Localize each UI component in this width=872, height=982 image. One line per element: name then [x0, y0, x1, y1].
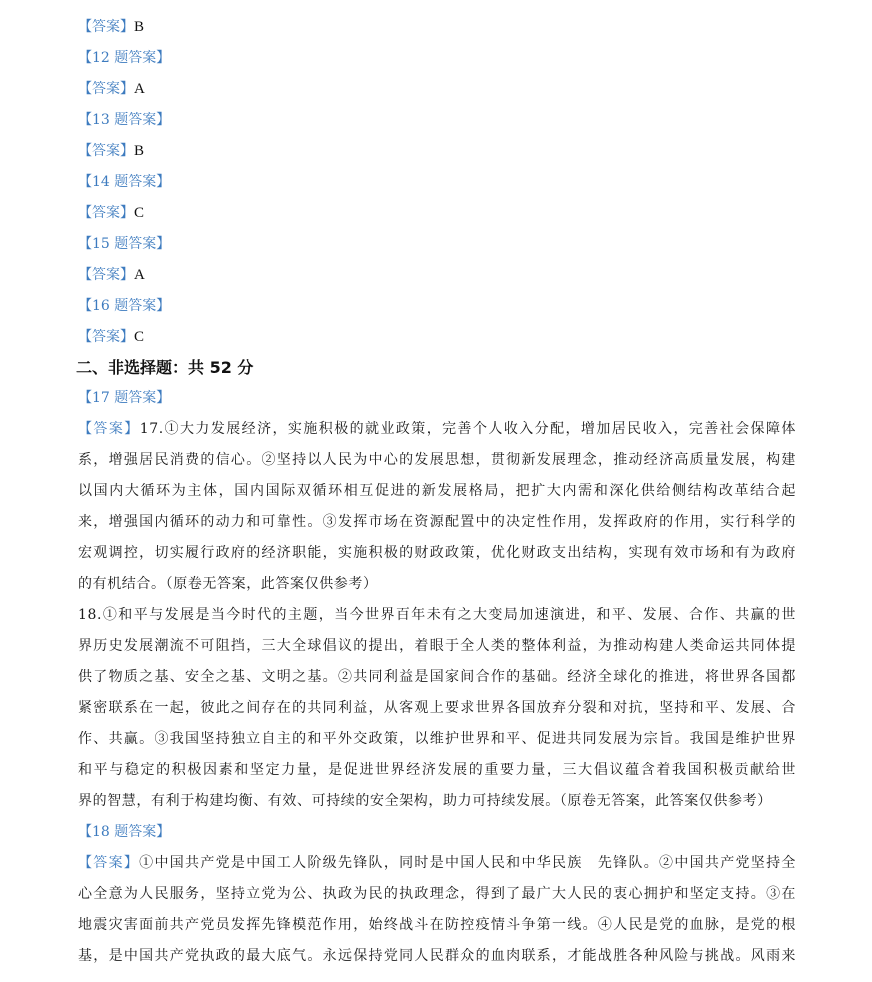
answer-value: A: [134, 81, 145, 97]
answer-tag: 【答案】: [78, 19, 134, 35]
paragraph-text: ①中国共产党是中国工人阶级先锋队，同时是中国人民和中华民族 先锋队。②中国共产党坚持全: [139, 855, 796, 871]
q17-answer-paragraph: [78, 414, 796, 600]
answer-tag: 【答案】: [78, 205, 134, 221]
question-header: [78, 105, 796, 136]
paragraph-line: 18.①和平与发展是当今时代的主题，当今世界百年未有之大变局加速演进，和平、发展、合作、共赢的世: [78, 607, 796, 623]
paragraph-line: 供了物质之基、安全之基、文明之基。②共同利益是国家间合作的基础。经济全球化的推进，将世界各国都: [78, 669, 796, 685]
answer-tag: 【答案】: [78, 421, 140, 437]
paragraph-text: 17.①大力发展经济，实施积极的就业政策，完善个人收入分配，增加居民收入，完善社会保障体: [139, 421, 796, 437]
question-header-label: 【13 题答案】: [78, 112, 171, 128]
answer-tag: 【答案】: [78, 81, 134, 97]
paragraph-line: [78, 414, 796, 445]
paragraph-line: 宏观调控，切实履行政府的经济职能，实施积极的财政政策，优化财政支出结构，实现有效市场和有为政府: [78, 545, 796, 561]
answer-value: B: [134, 143, 145, 159]
paragraph-line: [78, 848, 796, 879]
question-header: [78, 43, 796, 74]
answer-tag: 【答案】: [78, 143, 134, 159]
paragraph-line: 系，增强居民消费的信心。②坚持以人民为中心的发展思想，贯彻新发展理念，推动经济高质量发展，构建: [78, 452, 796, 468]
answer-tag: 【答案】: [78, 329, 134, 345]
question-header-label: 【18 题答案】: [78, 824, 171, 840]
answer-value: B: [134, 19, 145, 35]
question-header-label: 【12 题答案】: [78, 50, 171, 66]
answer-line: [78, 260, 796, 291]
answer-tag: 【答案】: [78, 855, 140, 871]
question-header-label: 【17 题答案】: [78, 390, 171, 406]
answer-value: C: [134, 205, 145, 221]
paragraph-line: 的有机结合。（原卷无答案，此答案仅供参考）: [78, 576, 378, 592]
section-heading: 二、非选择题：共 52 分: [76, 358, 254, 377]
paragraph-line: 来，增强国内循环的动力和可靠性。③发挥市场在资源配置中的决定性作用，发挥政府的作用，实行科学的: [78, 514, 796, 530]
question-header-label: 【14 题答案】: [78, 174, 171, 190]
answer-line: [78, 198, 796, 229]
paragraph-line: 作、共赢。③我国坚持独立自主的和平外交政策，以维护世界和平、促进共同发展为宗旨。我国是维护世界: [78, 731, 796, 747]
answer-tag: 【答案】: [78, 267, 134, 283]
q18-text-paragraph: [78, 600, 796, 817]
paragraph-line: 界的智慧，有利于构建均衡、有效、可持续的安全架构，助力可持续发展。（原卷无答案，此答案仅供参考）: [78, 793, 772, 809]
paragraph-line: 地震灾害面前共产党员发挥先锋模范作用，始终战斗在防控疫情斗争第一线。④人民是党的血脉，是党的根: [78, 917, 796, 933]
answer-line: [78, 322, 796, 353]
question-header: [78, 167, 796, 198]
answer-line: [78, 136, 796, 167]
answer-value: A: [134, 267, 145, 283]
answer-line: [78, 12, 796, 43]
question-header-label: 【16 题答案】: [78, 298, 171, 314]
q18-answer-paragraph: [78, 848, 796, 972]
question-header: [78, 229, 796, 260]
answer-line: [78, 74, 796, 105]
question-header: [78, 383, 796, 414]
paragraph-line: 心全意为人民服务，坚持立党为公、执政为民的执政理念，得到了最广大人民的衷心拥护和坚定支持。③在: [78, 886, 796, 902]
paragraph-line: 以国内大循环为主体，国内国际双循环相互促进的新发展格局，把扩大内需和深化供给侧结构改革结合起: [78, 483, 796, 499]
paragraph-line: 基，是中国共产党执政的最大底气。永远保持党同人民群众的血肉联系，才能战胜各种风险与挑战。风雨来: [78, 948, 796, 964]
paragraph-line: 界历史发展潮流不可阻挡，三大全球倡议的提出，着眼于全人类的整体利益，为推动构建人类命运共同体提: [78, 638, 796, 654]
question-header: [78, 291, 796, 322]
answer-value: C: [134, 329, 145, 345]
paragraph-line: 紧密联系在一起，彼此之间存在的共同利益，从客观上要求世界各国放弃分裂和对抗，坚持和平、发展、合: [78, 700, 796, 716]
question-header: [78, 817, 796, 848]
document-page: [78, 12, 796, 972]
question-header-label: 【15 题答案】: [78, 236, 171, 252]
paragraph-line: 和平与稳定的积极因素和坚定力量，是促进世界经济发展的重要力量，三大倡议蕴含着我国积极贡献给世: [78, 762, 796, 778]
